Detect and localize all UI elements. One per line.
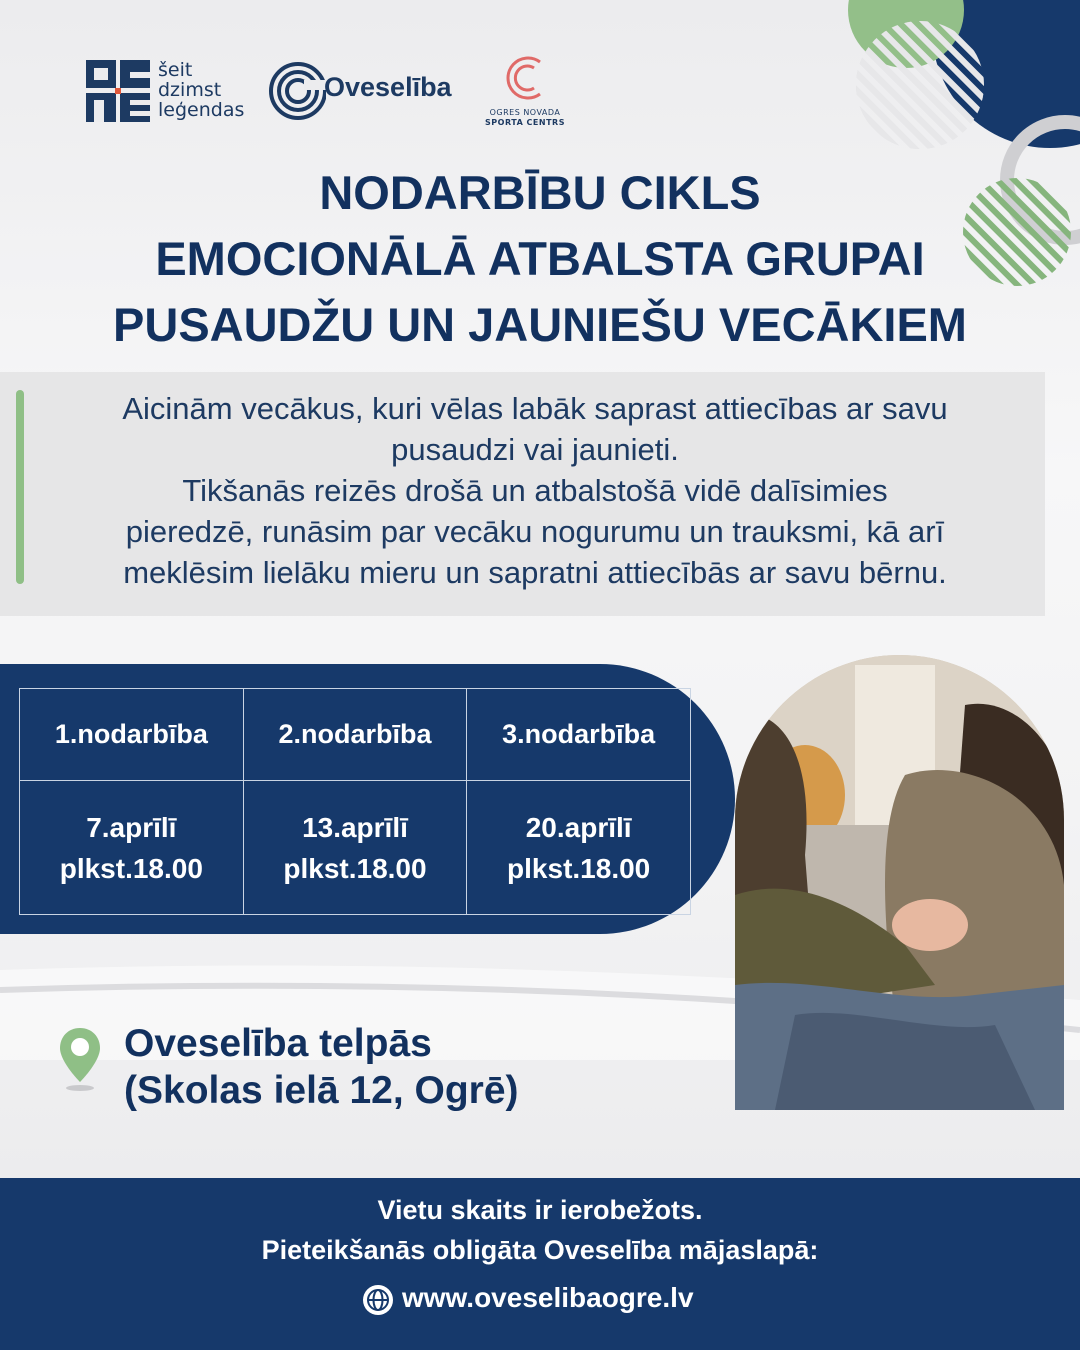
session-label: 3.nodarbība xyxy=(467,689,691,781)
schedule-table xyxy=(19,688,691,915)
intro-line: pusaudzi vai jaunieti. xyxy=(391,432,679,467)
schedule-header-row xyxy=(20,689,691,781)
intro-text xyxy=(40,388,1030,593)
intro-line: meklēsim lielāku mieru un sapratni attiecībās ar savu bērnu. xyxy=(123,555,947,590)
session-time: plkst.18.00 xyxy=(507,852,651,884)
session-time: plkst.18.00 xyxy=(283,852,427,884)
ogre-logo-mark xyxy=(86,60,150,122)
sporta-centrs-logo-mark xyxy=(498,50,548,106)
website-link[interactable] xyxy=(360,1282,760,1318)
session-datetime xyxy=(243,781,467,915)
website-url[interactable]: www.oveselibaogre.lv xyxy=(402,1282,694,1313)
title-line: EMOCIONĀLĀ ATBALSTA GRUPAI xyxy=(155,232,925,285)
intro-accent-bar xyxy=(16,390,24,584)
session-date: 20.aprīlī xyxy=(525,811,632,843)
session-date: 7.aprīlī xyxy=(86,811,177,843)
session-datetime xyxy=(467,781,691,915)
ogre-logo xyxy=(86,60,266,130)
support-photo xyxy=(735,655,1064,1110)
location-address: (Skolas ielā 12, Ogrē) xyxy=(124,1069,519,1112)
page-title xyxy=(0,160,1080,358)
sporta-centrs-logo xyxy=(470,50,580,132)
title-line: PUSAUDŽU UN JAUNIEŠU VECĀKIEM xyxy=(113,298,967,351)
ogre-tagline xyxy=(158,60,278,120)
location-text xyxy=(124,1020,684,1114)
map-pin-icon xyxy=(58,1026,102,1092)
intro-line: Tikšanās reizēs drošā un atbalstošā vidē dalīsimies xyxy=(182,473,888,508)
footer-text xyxy=(0,1190,1080,1270)
session-date: 13.aprīlī xyxy=(302,811,408,843)
location-name: Oveselība telpās xyxy=(124,1022,432,1065)
tagline-line: šeit xyxy=(158,59,193,81)
oveseliba-logo-text: Oveselība xyxy=(324,72,452,102)
session-label: 1.nodarbība xyxy=(20,689,244,781)
session-datetime xyxy=(20,781,244,915)
footer-line: Pieteikšanās obligāta Oveselība mājaslapā: xyxy=(261,1235,819,1265)
sporta-centrs-text xyxy=(470,108,580,128)
sport-line: OGRES NOVADA xyxy=(489,108,561,117)
session-time: plkst.18.00 xyxy=(59,852,203,884)
tagline-line: dzimst xyxy=(158,79,222,101)
intro-line: Aicinām vecākus, kuri vēlas labāk saprast attiecības ar savu xyxy=(122,391,948,426)
oveseliba-logo-mark xyxy=(268,60,326,122)
intro-line: pieredzē, runāsim par vecāku nogurumu un trauksmi, kā arī xyxy=(125,514,945,549)
session-label: 2.nodarbība xyxy=(243,689,467,781)
sport-line: SPORTA CENTRS xyxy=(485,118,565,127)
footer-line: Vietu skaits ir ierobežots. xyxy=(377,1195,703,1225)
oveseliba-logo xyxy=(268,60,473,122)
tagline-line: leģendas xyxy=(158,99,245,121)
title-line: NODARBĪBU CIKLS xyxy=(319,166,761,219)
schedule-date-row xyxy=(20,781,691,915)
photo-illustration xyxy=(735,655,1064,1110)
globe-icon xyxy=(362,1284,394,1316)
